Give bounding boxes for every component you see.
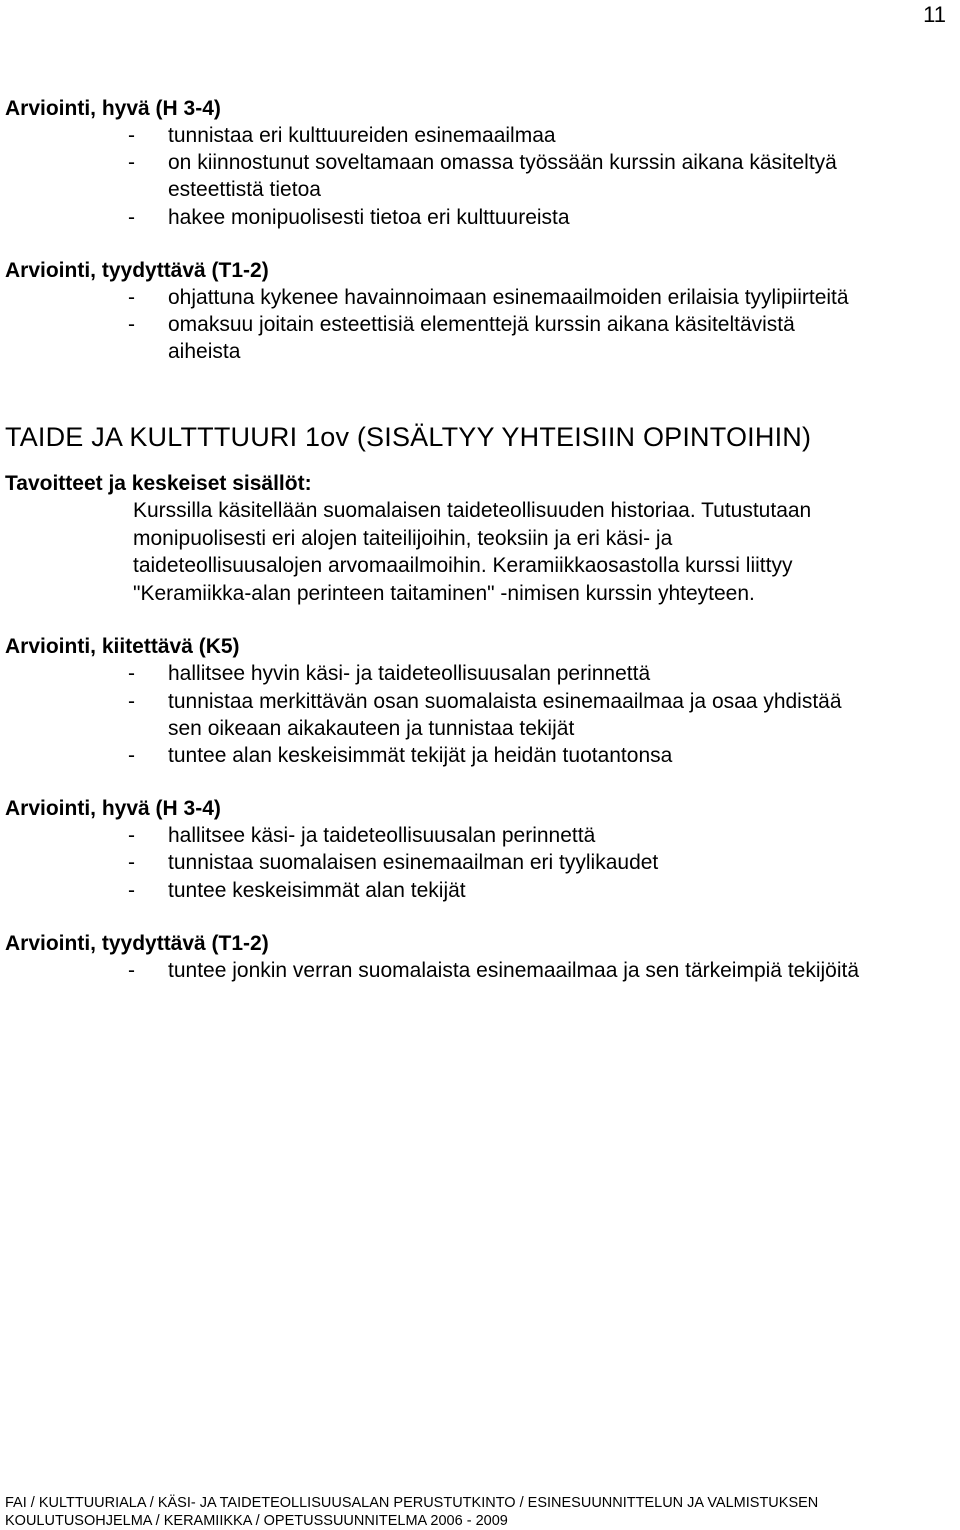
list-item: - hakee monipuolisesti tietoa eri kulttuureista [128, 205, 570, 229]
list-item: - omaksuu joitain esteettisiä elementtejä kurssin aikana käsiteltävistä aiheista [128, 313, 795, 364]
list-item: - tunnistaa eri kulttuureiden esinemaailmaa [128, 124, 556, 147]
criteria-list [5, 822, 957, 904]
course-title: TAIDE JA KULTTTUURI 1ov (SISÄLTYY YHTEISIIN OPINTOIHIN) [5, 422, 812, 453]
document-body [5, 95, 957, 1010]
section-heading: Arviointi, tyydyttävä (T1-2) [5, 931, 269, 955]
page-footer [5, 1494, 818, 1530]
list-item: - tuntee keskeisimmät alan tekijät [128, 878, 466, 902]
criteria-list [5, 660, 957, 769]
list-item: - hallitsee hyvin käsi- ja taideteollisuusalan perinnettä [128, 662, 651, 686]
assessment-good-section [5, 95, 957, 231]
section-heading: Arviointi, kiitettävä (K5) [5, 635, 240, 659]
list-item: - ohjattuna kykenee havainnoimaan esinemaailmoiden erilaisia tyylipiirteitä [128, 285, 849, 309]
goals-section [5, 470, 957, 607]
goals-paragraph: Kurssilla käsitellään suomalaisen taideteollisuuden historiaa. Tutustutaan monipuolisesti eri alojen taiteilijoihin, teoksiin ja eri käsi- ja taideteollisuusalojen arvomaailmoihin. Keramiikkaosastolla kurssi liittyy "Keramiikka-alan perinteen taitaminen" -nimisen kurssin yhteyteen. [133, 499, 812, 605]
criteria-list [5, 122, 957, 231]
list-item: - tunnistaa suomalaisen esinemaailman eri tyylikaudet [128, 851, 659, 875]
assessment-excellent-section [5, 633, 957, 769]
assessment-satisfactory-section [5, 257, 957, 366]
assessment-good-section [5, 795, 957, 904]
assessment-satisfactory-section [5, 930, 957, 984]
footer-line: KOULUTUSOHJELMA / KERAMIIKKA / OPETUSSUUNNITELMA 2006 - 2009 [5, 1513, 508, 1529]
list-item: - hallitsee käsi- ja taideteollisuusalan perinnettä [128, 824, 596, 848]
list-item: - tuntee jonkin verran suomalaista esinemaailmaa ja sen tärkeimpiä tekijöitä [128, 958, 860, 982]
goals-heading: Tavoitteet ja keskeiset sisällöt: [5, 472, 312, 496]
section-heading: Arviointi, tyydyttävä (T1-2) [5, 258, 269, 282]
list-item: - on kiinnostunut soveltamaan omassa työssään kurssin aikana käsiteltyä esteettistä tietoa [128, 151, 837, 202]
page-number: 11 [923, 2, 946, 27]
list-item: - tuntee alan keskeisimmät tekijät ja heidän tuotantonsa [128, 744, 673, 768]
section-heading: Arviointi, hyvä (H 3-4) [5, 797, 221, 821]
criteria-list [5, 284, 957, 366]
section-heading: Arviointi, hyvä (H 3-4) [5, 97, 221, 120]
list-item: - tunnistaa merkittävän osan suomalaista esinemaailmaa ja osaa yhdistää sen oikeaan aikakauteen ja tunnistaa tekijät [128, 689, 842, 740]
footer-line: FAI / KULTTUURIALA / KÄSI- JA TAIDETEOLLISUUSALAN PERUSTUTKINTO / ESINESUUNNITTELUN JA VALMISTUKSEN [5, 1495, 819, 1511]
criteria-list [5, 957, 957, 984]
